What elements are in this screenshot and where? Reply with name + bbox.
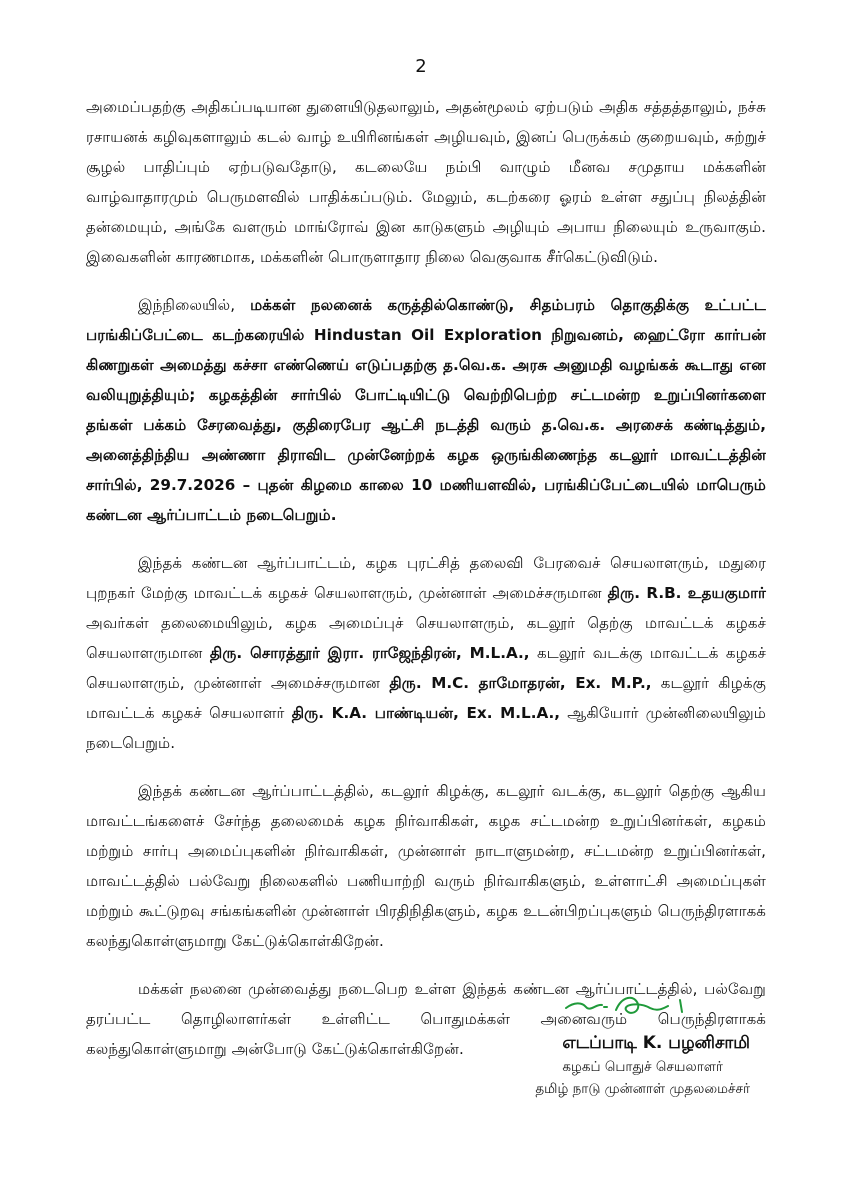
paragraph-5: மக்கள் நலனை முன்வைத்து நடைபெற உள்ள இந்தக் கண்டன ஆர்ப்பாட்டத்தில், பல்வேறு தரப்பட்ட தொழிலாளர்கள் உள்ளிட்ட பொதுமக்கள் அனைவரும் பெருந்திரளாகக் கலந்துகொள்ளுமாறு அன்போடு கேட்டுக்கொள்கிறேன். [86, 980, 766, 1058]
signatory-title: கழகப் பொதுச் செயலாளர் [562, 1059, 723, 1075]
paragraph-3-part-c: அவர்கள் தலைமையிலும், கழக அமைப்புச் செயலாளரும், கடலூர் தெற்கு மாவட்டக் கழகச் செயலாளருமான [86, 614, 766, 662]
paragraph-1: அமைப்பதற்கு அதிகப்படியான துளையிடுதலாலும், அதன்மூலம் ஏற்படும் அதிக சத்தத்தாலும், நச்சு ரசாயனக் கழிவுகளாலும் கடல் வாழ் உயிரினங்கள் அழியவும், இனப் பெருக்கம் குறையவும், சுற்றுச் சூழல் பாதிப்பும் ஏற்படுவதோடு, கடலையே நம்பி வாழும் மீனவ சமுதாய மக்களின் வாழ்வாதாரமும் பெருமளவில் பாதிக்கப்படும். மேலும், கடற்கரை ஓரம் உள்ள சதுப்பு நிலத்தின் தன்மையும், அங்கே வளரும் மாங்ரோவ் இன காடுகளும் அழியும் அபாய நிலையும் உருவாகும். இவைகளின் காரணமாக, மக்களின் பொருளாதார நிலை வெகுவாக சீர்கெட்டுவிடும். [86, 98, 766, 266]
paragraph-4: இந்தக் கண்டன ஆர்ப்பாட்டத்தில், கடலூர் கிழக்கு, கடலூர் வடக்கு, கடலூர் தெற்கு ஆகிய மாவட்டங்களைச் சேர்ந்த தலைமைக் கழக நிர்வாகிகள், கழக சட்டமன்ற உறுப்பினர்கள், கழகம் மற்றும் சார்பு அமைப்புகளின் நிர்வாகிகள், முன்னாள் நாடாளுமன்ற, சட்டமன்ற உறுப்பினர்கள், மாவட்டத்தில் பல்வேறு நிலைகளில் பணியாற்றி வரும் நிர்வாகிகளும், உள்ளாட்சி அமைப்புகள் மற்றும் கூட்டுறவு சங்கங்களின் முன்னாள் பிரதிநிதிகளும், கழக உடன்பிறப்புகளும் பெருந்திரளாகக் கலந்துகொள்ளுமாறு கேட்டுக்கொள்கிறேன். [86, 782, 766, 950]
person-rajendiran: திரு. சொரத்தூர் இரா. ராஜேந்திரன், M.L.A., [209, 644, 530, 662]
signatory-former-title: தமிழ் நாடு முன்னாள் முதலமைச்சர் [535, 1081, 750, 1097]
person-damodaran: திரு. M.C. தாமோதரன், Ex. M.P., [389, 674, 652, 692]
signatory-name: எடப்பாடி K. பழனிசாமி [562, 1033, 750, 1053]
paragraph-2-bold: மக்கள் நலனைக் கருத்தில்கொண்டு, சிதம்பரம் தொகுதிக்கு உட்பட்ட பரங்கிப்பேட்டை கடற்கரையில் Hindustan Oil Exploration நிறுவனம், ஹைட்ரோ கார்பன் கிணறுகள் அமைத்து கச்சா எண்ணெய் எடுப்பதற்கு த.வெ.க. அரசு அனுமதி வழங்கக் கூடாது என வலியுறுத்தியும்; கழகத்தின் சார்பில் போட்டியிட்டு வெற்றிபெற்ற சட்டமன்ற உறுப்பினர்களை தங்கள் பக்கம் சேரவைத்து, குதிரைபேர ஆட்சி நடத்தி வரும் த.வெ.க. அரசைக் கண்டித்தும், அனைத்திந்திய அண்ணா திராவிட முன்னேற்றக் கழக ஒருங்கிணைந்த கடலூர் மாவட்டத்தின் சார்பில், 29.7.2026 – புதன் கிழமை காலை 10 மணியளவில், பரங்கிப்பேட்டையில் மாபெரும் கண்டன ஆர்ப்பாட்டம் நடைபெறும். [86, 296, 766, 524]
paragraph-3-part-e: கடலூர் வடக்கு மாவட்டக் கழகச் செயலாளரும், முன்னாள் அமைச்சருமான [86, 644, 766, 692]
paragraph-3-part-g: கடலூர் கிழக்கு மாவட்டக் கழகச் செயலாளர் [86, 674, 766, 722]
paragraph-3-part-i: ஆகியோர் முன்னிலையிலும் நடைபெறும். [86, 704, 767, 752]
paragraph-3-part-a: இந்தக் கண்டன ஆர்ப்பாட்டம், கழக புரட்சித் தலைவி பேரவைச் செயலாளரும், மதுரை புறநகர் மேற்கு மாவட்டக் கழகச் செயலாளரும், முன்னாள் அமைச்சருமான [86, 554, 766, 602]
paragraph-3 [86, 548, 766, 758]
signature-block [535, 1030, 750, 1100]
paragraph-2-lead: இந்நிலையில், [138, 296, 251, 314]
person-pandian: திரு. K.A. பாண்டியன், Ex. M.L.A., [291, 704, 561, 722]
paragraph-2 [86, 290, 766, 530]
person-udhayakumar: திரு. R.B. உதயகுமார் [607, 584, 766, 602]
page-number: 2 [415, 56, 427, 77]
handwritten-signature [560, 990, 710, 1024]
letter-body [86, 92, 766, 1082]
